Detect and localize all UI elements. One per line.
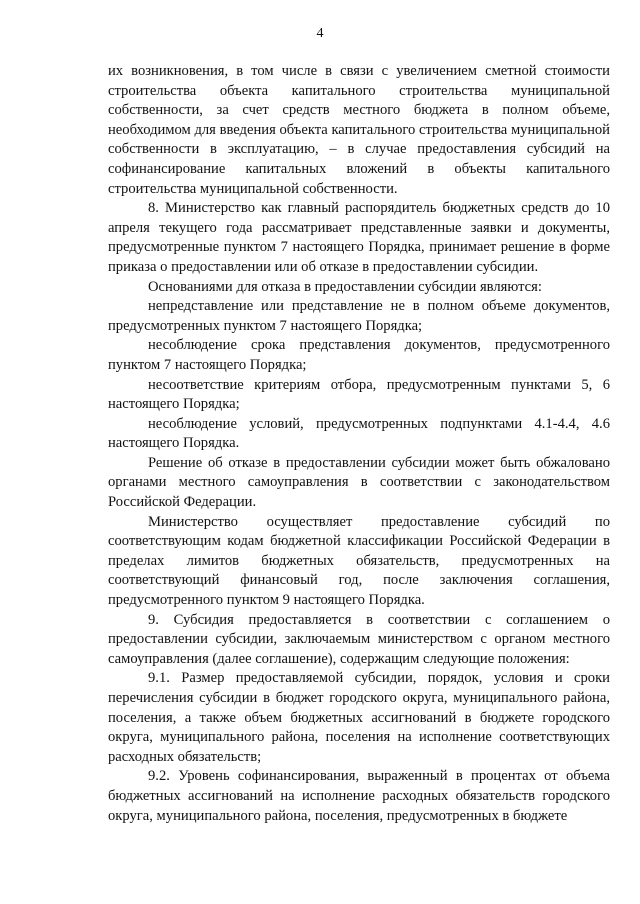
paragraph-3: Основаниями для отказа в предоставлении субсидии являются: bbox=[148, 278, 542, 295]
paragraph-8: Решение об отказе в предоставлении субсидии может быть обжаловано органами местного самоуправления в соответствии с законодательством Российской Федерации. bbox=[108, 454, 610, 511]
page-number: 4 bbox=[316, 26, 324, 41]
paragraph-10: 9. Субсидия предоставляется в соответствии с соглашением о предоставлении субсидии, заключаемым министерством с органом местного самоуправления (далее соглашение), содержащим следующие положения: bbox=[108, 611, 610, 667]
paragraph-2: 8. Министерство как главный распорядитель бюджетных средств до 10 апреля текущего года рассматривает представленные заявки и документы, предусмотренные пунктом 7 настоящего Порядка, принимает решение в форме приказа о предоставлении или об отказе в предоставлении субсидии. bbox=[108, 200, 610, 275]
paragraph-5: несоблюдение срока представления документов, предусмотренного пунктом 7 настоящего Порядка; bbox=[108, 337, 610, 373]
paragraph-11: 9.1. Размер предоставляемой субсидии, порядок, условия и сроки перечисления субсидии в бюджет городского округа, муниципального района, поселения, а также объем бюджетных ассигнований в бюджете городского округа, муниципального района, поселения на исполнение соответствующих расходных обязательств; bbox=[108, 670, 610, 765]
paragraph-6: несоответствие критериям отбора, предусмотренным пунктами 5, 6 настоящего Порядка; bbox=[108, 376, 610, 413]
paragraph-1: их возникновения, в том числе в связи с увеличением сметной стоимости строительства объекта капитального строительства муниципальной собственности, за счет средств местного бюджета в полном объеме, необходимом для введения объекта капитального строительства муниципальной собственности в эксплуатацию, – в случае предоставления субсидий на софинансирование капитальных вложений в объекты капитального строительства муниципальной собственности. bbox=[108, 63, 610, 197]
document-body bbox=[108, 62, 610, 826]
paragraph-7: несоблюдение условий, предусмотренных подпунктами 4.1-4.4, 4.6 настоящего Порядка. bbox=[108, 415, 610, 452]
paragraph-4: непредставление или представление не в полном объеме документов, предусмотренных пунктом 7 настоящего Порядка; bbox=[108, 298, 610, 334]
paragraph-9: Министерство осуществляет предоставление субсидий по соответствующим кодам бюджетной классификации Российской Федерации в пределах лимитов бюджетных обязательств, предусмотренных на соответствующий финансовый год, после заключения соглашения, предусмотренного пунктом 9 настоящего Порядка. bbox=[108, 513, 610, 609]
paragraph-12: 9.2. Уровень софинансирования, выраженный в процентах от объема бюджетных ассигнований на исполнение расходных обязательств городского округа, муниципального района, поселения, предусмотренных в бюджете bbox=[108, 768, 610, 824]
